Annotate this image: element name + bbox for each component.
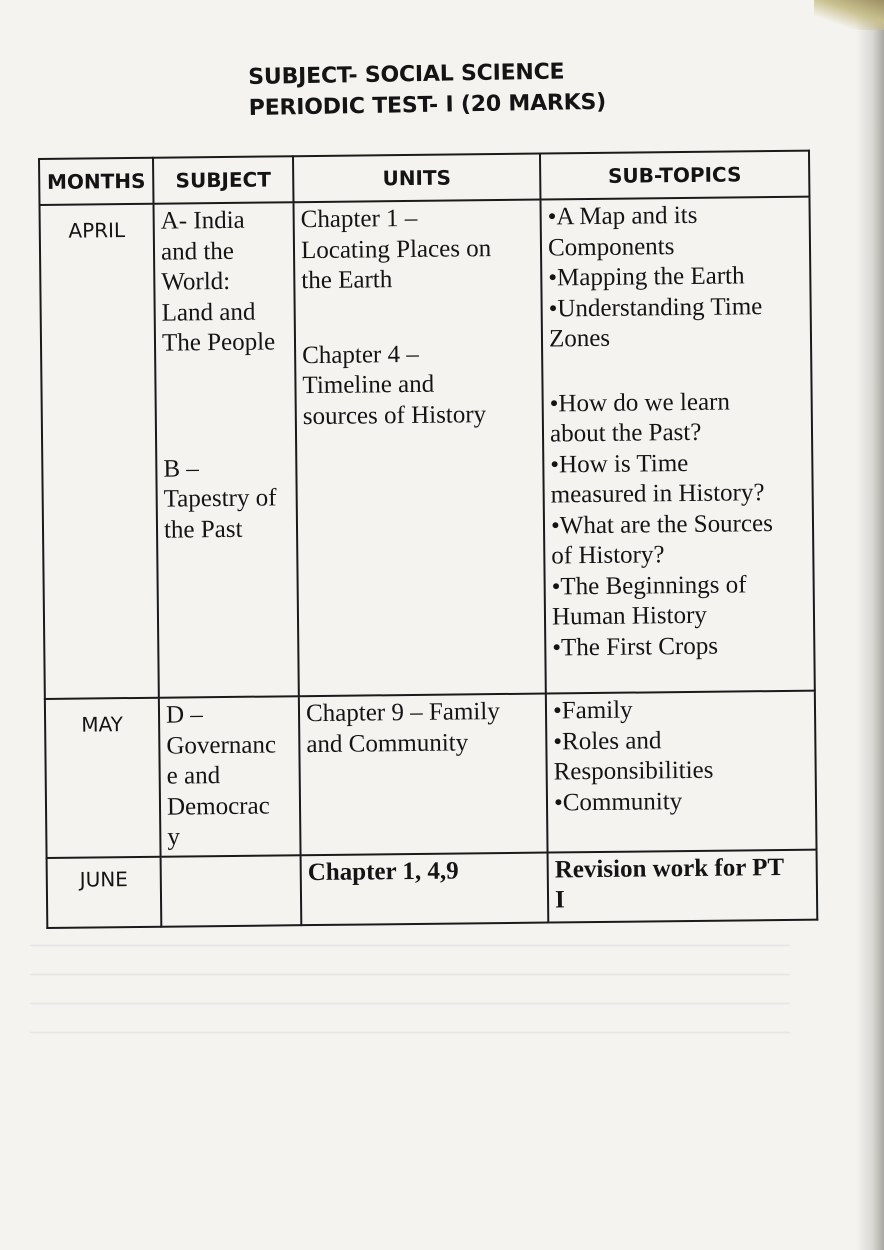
column-header-months: MONTHS: [39, 158, 153, 205]
topic-line: •A Map and its: [547, 201, 698, 231]
topic-line: of History?: [551, 541, 665, 570]
bleed-through-lines: [30, 945, 790, 1065]
subject-line: The People: [161, 328, 276, 357]
topic-line: Components: [547, 232, 675, 261]
syllabus-table: [38, 150, 818, 929]
units-cell: Chapter 1, 4,9: [301, 852, 549, 925]
column-header-units: UNITS: [293, 154, 540, 203]
sub-topics-cell: [548, 849, 818, 922]
topic-line: Zones: [548, 324, 611, 353]
unit-line: Chapter 1 –: [300, 204, 418, 234]
topic-line: I: [554, 886, 565, 914]
sub-topics-cell: [540, 197, 814, 694]
month-cell: MAY: [45, 698, 161, 858]
unit-line: Chapter 4 –: [302, 340, 419, 369]
unit-line: the Earth: [301, 266, 393, 295]
topic-line: Revision work for PT: [554, 853, 785, 883]
topic-line: •Mapping the Earth: [548, 262, 745, 292]
topic-line: •The Beginnings of: [551, 570, 747, 600]
subject-line: A- India: [160, 206, 245, 235]
subject-line: World:: [161, 267, 231, 296]
subject-line: and the: [160, 237, 235, 266]
subject-line: the Past: [163, 515, 243, 544]
unit-line: Timeline and: [302, 370, 435, 400]
unit-line: Locating Places on: [300, 234, 492, 264]
page-edge-shadow: [856, 0, 884, 1250]
table-header-row: [39, 151, 809, 205]
unit-line: Chapter 9 – Family: [305, 698, 500, 728]
table-row-april: [40, 197, 815, 699]
table-row-june: [47, 849, 818, 927]
column-header-sub-topics: SUB-TOPICS: [540, 151, 809, 200]
subject-heading: SUBJECT- SOCIAL SCIENCE: [248, 59, 565, 90]
month-cell: APRIL: [40, 204, 159, 699]
subject-line: D –: [165, 701, 203, 729]
document-title: [248, 56, 606, 124]
topic-line: about the Past?: [549, 418, 702, 448]
topics-chapter-1: [548, 200, 805, 355]
unit-chapter-1: [301, 203, 535, 297]
syllabus-table-wrap: [38, 150, 816, 929]
topic-line: •Understanding Time: [548, 292, 763, 322]
subject-line: Governanc: [166, 730, 277, 760]
topic-line: Human History: [551, 601, 707, 631]
topic-line: •Family: [552, 696, 633, 725]
topics-chapter-4: [550, 386, 808, 663]
topic-line: measured in History?: [550, 479, 765, 509]
subject-line: Democrac: [166, 792, 270, 821]
units-cell: [293, 200, 545, 697]
unit-line: and Community: [306, 728, 469, 758]
topic-line: Responsibilities: [553, 756, 714, 786]
subject-cell: [161, 855, 302, 927]
subject-line: Land and: [161, 298, 256, 327]
topic-line: •The First Crops: [552, 632, 719, 661]
subject-line: y: [167, 823, 181, 851]
topic-line: •Community: [553, 787, 683, 816]
column-header-subject: SUBJECT: [153, 156, 293, 204]
subject-part-b: [163, 453, 294, 546]
page-corner: [814, 0, 884, 30]
subject-part-a: [161, 205, 293, 359]
topic-line: •Roles and: [553, 726, 662, 755]
subject-line: Tapestry of: [163, 484, 277, 513]
subject-line: B –: [163, 454, 199, 483]
sub-topics-cell: [546, 691, 817, 852]
subject-cell: [159, 696, 301, 856]
topic-line: •How is Time: [550, 449, 689, 478]
test-heading: PERIODIC TEST- I (20 MARKS): [248, 89, 607, 121]
units-cell: [299, 694, 548, 855]
table-row-may: [45, 691, 817, 858]
unit-line: sources of History: [302, 400, 487, 430]
subject-line: e and: [166, 762, 221, 790]
topic-line: •What are the Sources: [550, 509, 773, 539]
unit-chapter-4: [302, 338, 536, 432]
month-cell: JUNE: [47, 856, 162, 927]
topic-line: •How do we learn: [549, 388, 731, 417]
subject-cell: [154, 202, 299, 697]
